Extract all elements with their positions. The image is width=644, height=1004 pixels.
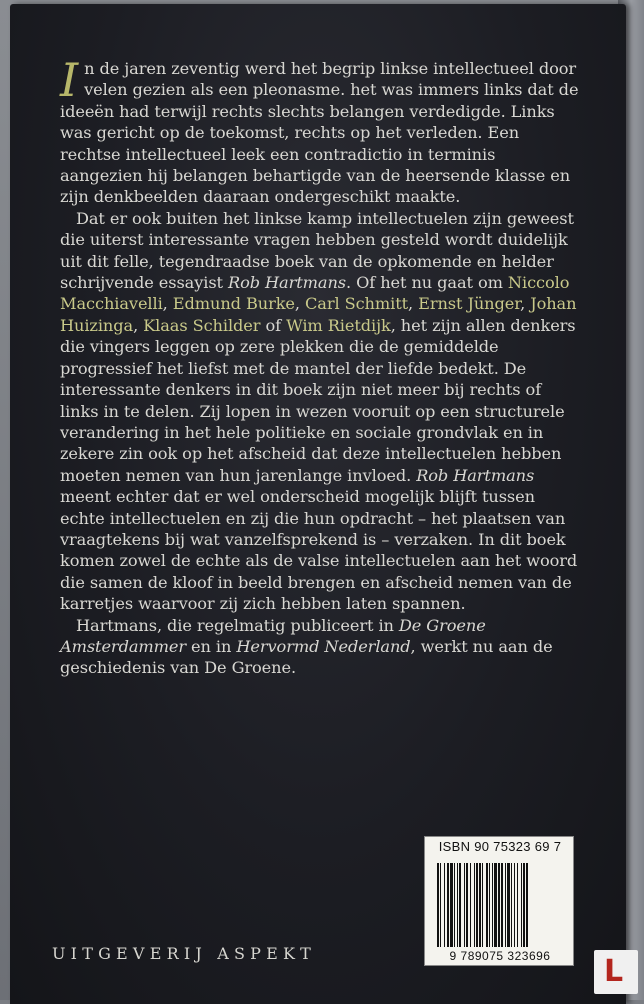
paragraph-2-text-b: . Of het nu gaat om: [346, 273, 508, 293]
barcode-bar: [514, 863, 515, 947]
highlight-name: Klaas Schilder: [143, 315, 261, 335]
barcode-bar: [501, 863, 503, 947]
barcode-bar: [523, 863, 525, 947]
barcode-bar: [464, 863, 465, 947]
barcode-bar: [450, 863, 453, 947]
publisher-name: UITGEVERIJ ASPEKT: [52, 944, 317, 963]
barcode-bar: [454, 863, 455, 947]
barcode-bar: [494, 863, 497, 947]
barcode-bar: [437, 863, 439, 947]
barcode-bar: [474, 863, 475, 947]
blurb-paragraph-2: [60, 208, 580, 615]
barcode-bar: [466, 863, 468, 947]
blurb-text: [60, 53, 580, 679]
author-name: Rob Hartmans: [228, 273, 346, 293]
highlight-name: Wim Rietdijk: [286, 315, 391, 335]
barcode-bar: [476, 863, 478, 947]
paragraph-3-text-b: en in: [186, 636, 237, 656]
sep: ,: [133, 315, 144, 335]
barcode-bar: [505, 863, 506, 947]
watermark-letter: L: [604, 954, 624, 989]
paragraph-1-text: n de jaren zeventig werd het begrip linkse intellectueel door velen gezien als een pleonasme. het was immers links dat de ideeën had terwijl rechts slechts belangen verdedigde. Links was gericht op de toekomst, rechts op het verleden. Een rechtse intellectueel leek een contradictio in terminis aangezien hij belangen behartigde van de heersende klasse en zijn denkbeelden daaraan ondergeschikt maakte.: [60, 59, 579, 207]
barcode-bar: [440, 863, 441, 947]
barcode-bar: [457, 863, 458, 947]
watermark-logo: [594, 950, 638, 994]
isbn-number: ISBN 90 75323 69 7: [438, 839, 562, 854]
paragraph-2-text-d: , het zijn allen denkers die vingers leggen op zere plekken die de gemiddelde progressief het liefst met de mantel der liefde bedekt. De interessante denkers in dit boek zijn niet meer bij rechts of links in te delen. Zij lopen in wezen vooruit op een structurele verandering in het hele politieke en sociale grondvlak en in zekere zin ook op het afscheid dat deze intellectuelen hebben moeten nemen van hun jarenlange invloed.: [60, 315, 576, 485]
barcode-bar: [479, 863, 481, 947]
publication-name: Hervormd Nederland: [236, 636, 411, 656]
barcode-bar: [526, 863, 528, 947]
paragraph-3-text-c: , werkt nu aan de geschiedenis van De Groene.: [60, 636, 553, 678]
barcode-bar: [447, 863, 449, 947]
barcode-bar: [444, 863, 445, 947]
barcode-bar: [486, 863, 488, 947]
barcode-bar: [507, 863, 510, 947]
ean-number: 9 789075 323696: [449, 949, 551, 963]
publication-name: De Groene Amsterdammer: [60, 615, 486, 656]
barcode-label: [424, 836, 574, 966]
barcode-bar: [498, 863, 500, 947]
sep: of: [260, 315, 287, 335]
highlight-name: Johan Huizinga: [60, 294, 577, 335]
blurb-paragraph-1: [60, 53, 580, 208]
barcode-bar: [459, 863, 461, 947]
highlight-name: Carl Schmitt: [305, 294, 409, 314]
barcode-bar: [511, 863, 512, 947]
highlight-name: Niccolo Macchiavelli: [60, 273, 570, 314]
blurb-paragraph-3: [60, 615, 580, 679]
paragraph-3-text-a: Hartmans, die regelmatig publiceert in: [76, 615, 399, 635]
barcode-bar: [492, 863, 493, 947]
highlight-name: Edmund Burke: [172, 294, 295, 314]
drop-cap: I: [60, 53, 79, 107]
sep: ,: [408, 294, 419, 314]
sep: ,: [162, 294, 173, 314]
paragraph-2-text-a: Dat er ook buiten het linkse kamp intellectuelen zijn geweest die uiterst interessante vragen hebben gesteld wordt duidelijk uit dit felle, tegendraadse boek van de opkomende en helder schrijvende essayist: [60, 208, 574, 293]
barcode-bar: [521, 863, 522, 947]
sep: ,: [294, 294, 305, 314]
barcode-bar: [470, 863, 471, 947]
author-name: Rob Hartmans: [416, 465, 535, 485]
highlight-name: Ernst Jünger: [418, 294, 521, 314]
barcode-bar: [517, 863, 518, 947]
sep: ,: [520, 294, 531, 314]
barcode-bars: [437, 863, 563, 947]
barcode-bar: [482, 863, 483, 947]
paragraph-2-text-e: meent echter dat er wel onderscheid mogelijk blijft tussen echte intellectuelen en zij die hun opdracht – het plaatsen van vraagtekens bij wat vanzelfsprekend is – verzaken. In dit boek komen zowel de echte als de valse intellectuelen aan het woord die samen de kloof in beeld brengen en afscheid nemen van de karretjes waarvoor zij zich hebben laten spannen.: [60, 487, 578, 614]
barcode-bar: [489, 863, 490, 947]
